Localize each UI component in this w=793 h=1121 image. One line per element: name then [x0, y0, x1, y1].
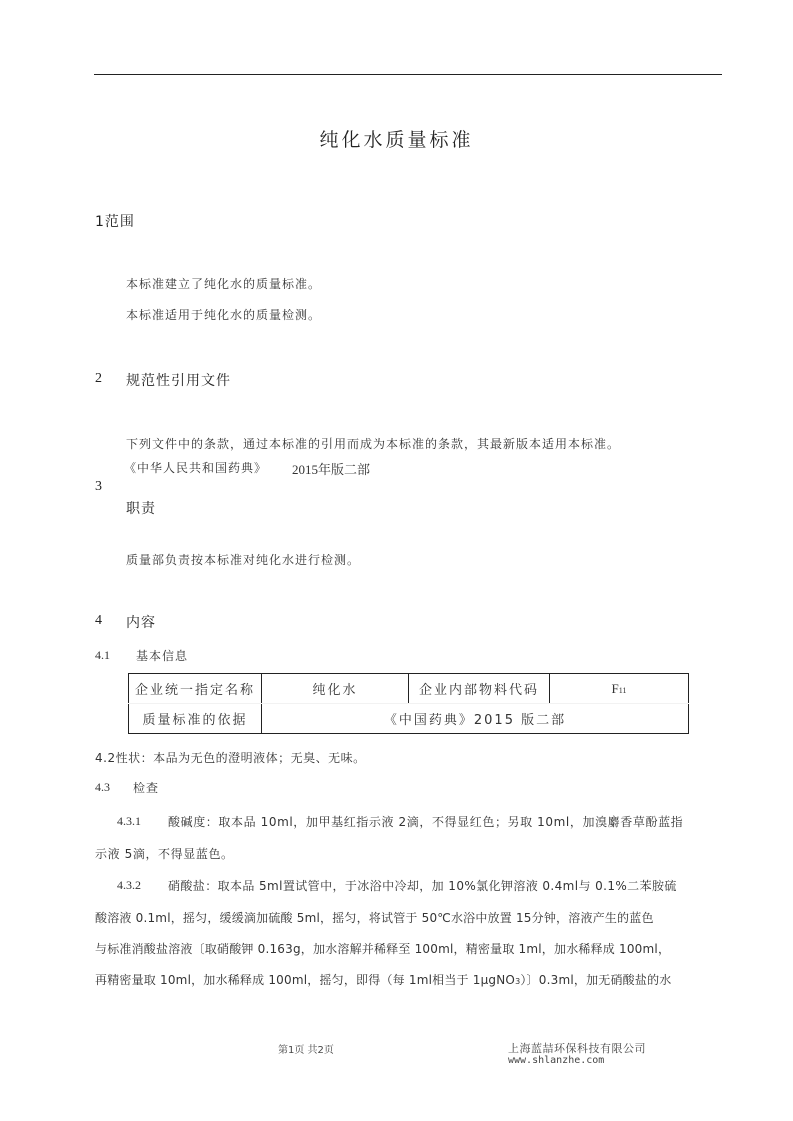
section-1-paragraph-1: 本标准建立了纯化水的质量标准。: [126, 277, 322, 291]
material-code: F: [611, 680, 619, 696]
section-1-heading: 1范围: [95, 214, 135, 230]
section-4-3-2-line-2: 酸溶液 0.1ml，摇匀，缓缓滴加硫酸 5ml，摇匀，将试管于 50℃水浴中放置 15分钟，溶液产生的蓝色: [95, 911, 654, 925]
section-4-3-1-line-2: 示液 5滴，不得显蓝色。: [95, 847, 234, 861]
line-4-subscript: 3: [515, 977, 521, 986]
company-website: www.shlanzhe.com: [508, 1055, 605, 1066]
section-4-number: 4: [95, 613, 103, 628]
section-4-1-heading: 基本信息: [136, 649, 189, 663]
table-row: [129, 704, 689, 734]
table-cell-label: 企业统一指定名称: [129, 674, 262, 704]
section-4-3-2-line-4: [95, 971, 671, 988]
section-4-3-2-line-3: 与标准消酸盐溶液〔取硝酸钾 0.163g，加水溶解并稀释至 100ml，精密量取 1ml，加水稀释成 100ml，: [95, 942, 671, 956]
section-4-3-1-number: 4.3.1: [117, 814, 141, 828]
line-4-text-b: ）〕0.3ml，加无硝酸盐的水: [520, 973, 672, 987]
section-2-heading: 规范性引用文件: [126, 373, 231, 389]
reference-edition: 2015年版二部: [292, 462, 371, 477]
section-4-2-text: 4.2性状：本品为无色的澄明液体；无臭、无味。: [95, 751, 366, 765]
header-rule: [94, 74, 722, 75]
table-cell-label: 质量标准的依据: [129, 704, 262, 734]
section-2-number: 2: [95, 371, 103, 386]
section-1-paragraph-2: 本标准适用于纯化水的质量检测。: [126, 308, 322, 322]
section-3-heading: 职责: [126, 501, 156, 517]
section-4-3-number: 4.3: [95, 780, 110, 794]
basic-info-table: [128, 673, 689, 734]
section-4-heading: 内容: [126, 615, 156, 631]
table-cell-value: 纯化水: [262, 674, 409, 704]
line-4-text-a: 再精密量取 10ml，加水稀释成 100ml，摇匀，即得（每 1ml相当于 1μgNO: [95, 973, 516, 987]
page-number: 第1页 共2页: [278, 1045, 334, 1056]
section-4-3-2-line-1: 硝酸盐：取本品 5ml置试管中，于冰浴中冷却，加 10%氯化钾溶液 0.4ml与 0.1%二苯胺硫: [168, 879, 677, 893]
company-name: 上海蓝喆环保科技有限公司: [508, 1042, 646, 1055]
table-cell-value: [550, 674, 689, 704]
table-cell-value: 《中国药典》2015 版二部: [262, 704, 689, 734]
section-2-paragraph: 下列文件中的条款，通过本标准的引用而成为本标准的条款，其最新版本适用本标准。: [126, 437, 621, 451]
table-row: [129, 674, 689, 704]
section-3-number: 3: [95, 479, 103, 494]
section-4-3-heading: 检查: [133, 781, 160, 795]
document-title: 纯化水质量标准: [319, 129, 474, 151]
section-4-3-1-line-1: 酸碱度：取本品 10ml，加甲基红指示液 2滴，不得显红色；另取 10ml，加溴麝香草酚蓝指: [168, 815, 684, 829]
reference-title: 《中华人民共和国药典》: [124, 461, 268, 475]
section-4-3-2-number: 4.3.2: [117, 878, 141, 892]
table-cell-label: 企业内部物料代码: [409, 674, 550, 704]
section-3-paragraph: 质量部负责按本标准对纯化水进行检测。: [126, 553, 361, 567]
material-code-subscript: 11: [618, 685, 627, 695]
section-4-1-number: 4.1: [95, 648, 110, 662]
